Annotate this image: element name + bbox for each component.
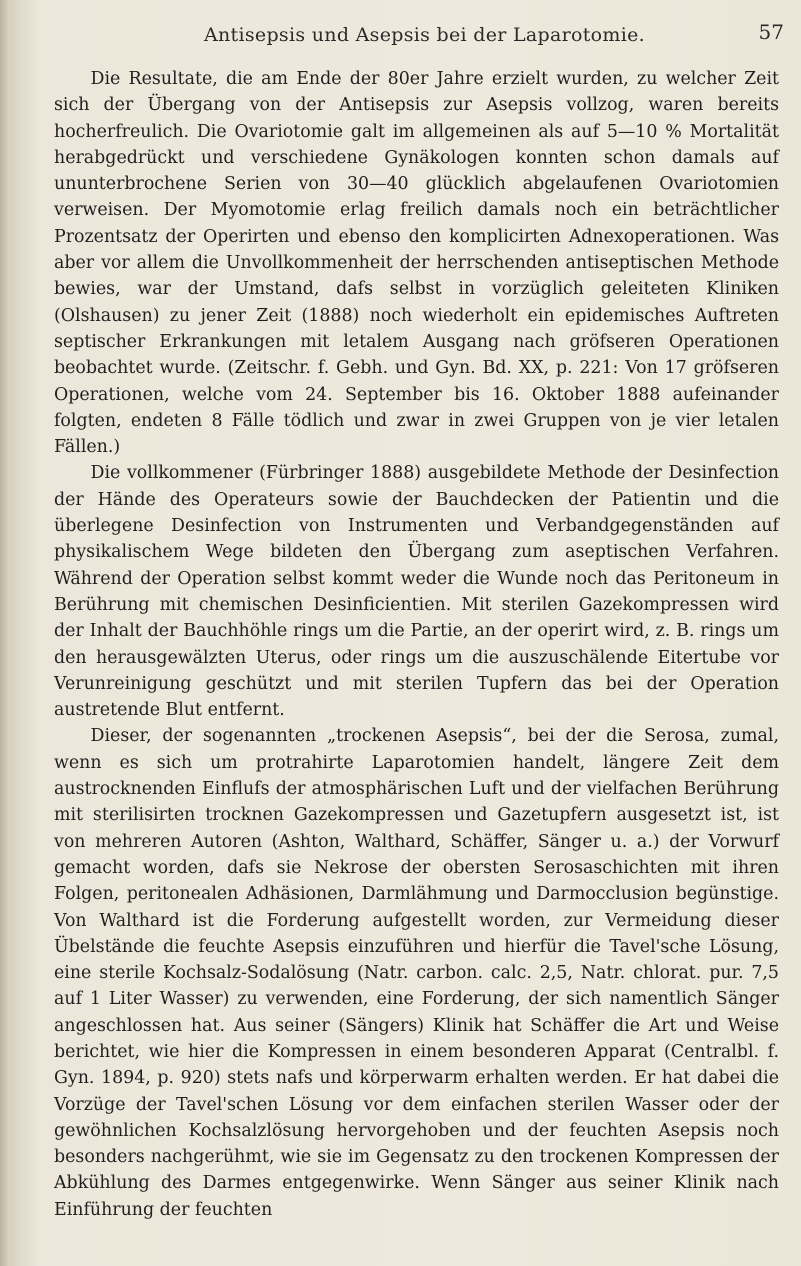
page-shadow [10,0,40,1266]
paragraph-desinfection: Die vollkommener (Fürbringer 1888) ausgebildete Methode der Desinfection der Hände des Operateurs sowie der Bauchdecken der Patientin und die überlegene Desinfection von Instrumenten und Verbandgegenständen auf physikalischem Wege bildeten den Übergang zum aseptischen Verfahren. Während der Operation selbst kommt weder die Wunde noch das Peritoneum in Berührung mit chemischen Desinficientien. Mit sterilen Gazekompressen wird der Inhalt der Bauchhöhle rings um die Partie, an der operirt wird, z. B. rings um den herausgewälzten Uterus, oder rings um die auszuschälende Eitertube vor Verunreinigung geschützt und mit sterilen Tupfern das bei der Operation austretende Blut entfernt. [54,463,779,721]
page-number: 57 [758,20,784,44]
page-binding-edge [0,0,10,1266]
paragraph-dry-asepsis: Dieser, der sogenannten „trockenen Asepsis“, bei der die Serosa, zumal, wenn es sich um protrahirte Laparotomien handelt, längere Zeit dem austrocknenden Einflufs der atmosphärischen Luft und der vielfachen Berührung mit sterilisirten trocknen Gazekompressen und Gazetupfern ausgesetzt ist, ist von mehreren Autoren (Ashton, Walthard, Schäffer, Sänger u. a.) der Vorwurf gemacht worden, dafs sie Nekrose der obersten Serosaschichten mit ihren Folgen, peritonealen Adhäsionen, Darmlähmung und Darmocclusion begünstige. Von Walthard ist die Forderung aufgestellt worden, zur Vermeidung dieser Übelstände die feuchte Asepsis einzuführen und hierfür die Tavel'sche Lösung, eine sterile Kochsalz-Sodalösung (Natr. carbon. calc. 2,5, Natr. chlorat. pur. 7,5 auf 1 Liter Wasser) zu verwenden, eine Forderung, der sich namentlich Sänger angeschlossen hat. Aus seiner (Sängers) Klinik hat Schäffer die Art und Weise berichtet, wie hier die Kompressen in einem besonderen Apparat (Centralbl. f. Gyn. 1894, p. 920) stets nafs und körperwarm erhalten werden. Er hat dabei die Vorzüge der Tavel'schen Lösung vor dem einfachen sterilen Wasser oder der gewöhnlichen Kochsalzlösung hervorgehoben und der feuchten Asepsis noch besonders nachgerühmt, wie sie im Gegensatz zu den trockenen Kompressen der Abkühlung des Darmes entgegenwirke. Wenn Sänger aus seiner Klinik nach Einführung der feuchten [54,726,779,1220]
running-head [44,20,784,50]
paragraph-results: Die Resultate, die am Ende der 80er Jahre erzielt wurden, zu welcher Zeit sich der Übergang von der Antisepsis zur Asepsis vollzog, waren bereits hocherfreulich. Die Ovariotomie galt im allgemeinen als auf 5—10 % Mortalität herabgedrückt und verschiedene Gynäkologen konnten schon damals auf ununterbrochene Serien von 30—40 glücklich abgelaufenen Ovariotomien verweisen. Der Myomotomie erlag freilich damals noch ein beträchtlicher Prozentsatz der Operirten und ebenso den komplicirten Adnexoperationen. Was aber vor allem die Unvollkommenheit der herrschenden antiseptischen Methode bewies, war der Umstand, dafs selbst in vorzüglich geleiteten Kliniken (Olshausen) zu jener Zeit (1888) noch wiederholt ein epidemisches Auftreten septischer Erkrankungen mit letalem Ausgang nach gröfseren Operationen beobachtet wurde. (Zeitschr. f. Gebh. und Gyn. Bd. XX, p. 221: Von 17 gröfseren Operationen, welche vom 24. September bis 16. Oktober 1888 aufeinander folgten, endeten 8 Fälle tödlich und zwar in zwei Gruppen von je vier letalen Fällen.) [54,69,779,458]
running-title: Antisepsis und Asepsis bei der Laparotomie. [204,24,645,46]
body-text [54,66,779,1223]
